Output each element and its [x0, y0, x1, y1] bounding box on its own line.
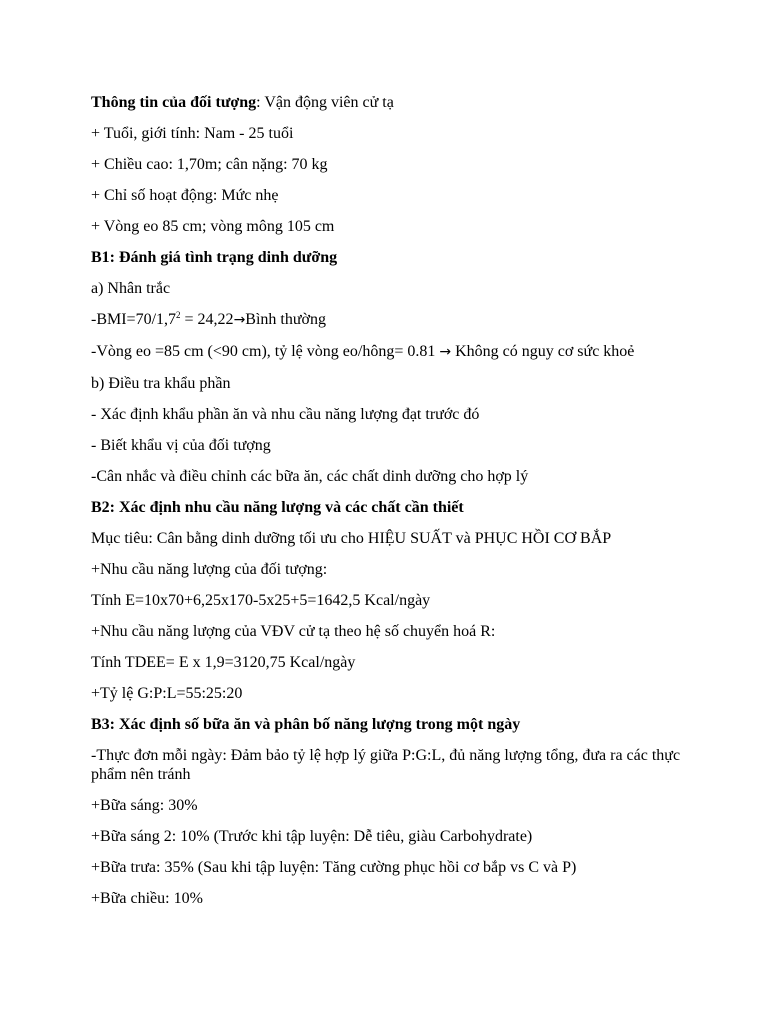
b1-heading-text: B1: Đánh giá tình trạng dinh dưỡng [91, 249, 338, 266]
waist-ratio-line [91, 342, 691, 362]
b3-heading-text: B3: Xác định số bữa ăn và phân bố năng lượng trong một ngày [91, 716, 521, 733]
activity-line: + Chỉ số hoạt động: Mức nhẹ [91, 187, 279, 204]
need-subject-line: +Nhu cầu năng lượng của đối tượng: [91, 561, 328, 578]
meal-breakfast-2: +Bữa sáng 2: 10% (Trước khi tập luyện: Dễ tiêu, giàu Carbohydrate) [91, 828, 533, 845]
diet-item-2: - Biết khẩu vị của đối tượng [91, 437, 271, 454]
goal-line: Mục tiêu: Cân bằng dinh dưỡng tối ưu cho HIỆU SUẤT và PHỤC HỒI CƠ BẮP [91, 530, 612, 547]
calc-e-line: Tính E=10x70+6,25x170-5x25+5=1642,5 Kcal/ngày [91, 592, 431, 609]
b3-heading [91, 715, 691, 734]
bmi-prefix: -BMI=70/1,7 [91, 311, 177, 328]
age-gender-line: + Tuổi, giới tính: Nam - 25 tuổi [91, 125, 294, 142]
bmi-result: Bình thường [245, 311, 326, 328]
subject-label: Thông tin của đối tượng [91, 94, 257, 111]
b2-heading [91, 498, 691, 517]
bmi-value: = 24,22 [180, 311, 234, 328]
diet-item-1: - Xác định khẩu phần ăn và nhu cầu năng lượng đạt trước đó [91, 406, 480, 423]
need-athlete-line: +Nhu cầu năng lượng của VĐV cử tạ theo hệ số chuyển hoá R: [91, 623, 496, 640]
meal-lunch: +Bữa trưa: 35% (Sau khi tập luyện: Tăng cường phục hồi cơ bắp vs C và P) [91, 859, 577, 876]
meal-breakfast: +Bữa sáng: 30% [91, 797, 198, 814]
diet-survey-line: b) Điều tra khẩu phần [91, 375, 231, 392]
menu-line: -Thực đơn mỗi ngày: Đảm bảo tỷ lệ hợp lý giữa P:G:L, đủ năng lượng tổng, đưa ra các thực phẩm nên tránh [91, 747, 681, 783]
calc-tdee-line: Tính TDEE= E x 1,9=3120,75 Kcal/ngày [91, 654, 356, 671]
document-page [91, 93, 691, 920]
diet-item-3: -Cân nhắc và điều chỉnh các bữa ăn, các chất dinh dưỡng cho hợp lý [91, 468, 529, 485]
height-weight-line: + Chiều cao: 1,70m; cân nặng: 70 kg [91, 156, 328, 173]
waist-ratio-result: Không có nguy cơ sức khoẻ [451, 343, 635, 360]
b2-heading-text: B2: Xác định nhu cầu năng lượng và các chất cần thiết [91, 499, 464, 516]
arrow-right-icon: → [439, 344, 452, 360]
meal-afternoon: +Bữa chiều: 10% [91, 890, 203, 907]
ratio-line: +Tỷ lệ G:P:L=55:25:20 [91, 685, 243, 702]
anthropometry-line: a) Nhân trắc [91, 280, 171, 297]
bmi-exponent: 2 [176, 310, 181, 320]
subject-line [91, 93, 691, 112]
waist-ratio-text: -Vòng eo =85 cm (<90 cm), tỷ lệ vòng eo/hông= 0.81 [91, 343, 440, 360]
arrow-right-icon: → [233, 312, 246, 328]
subject-value: : Vận động viên cử tạ [256, 94, 394, 111]
waist-hip-line: + Vòng eo 85 cm; vòng mông 105 cm [91, 218, 335, 235]
bmi-line [91, 310, 691, 330]
b1-heading [91, 248, 691, 267]
